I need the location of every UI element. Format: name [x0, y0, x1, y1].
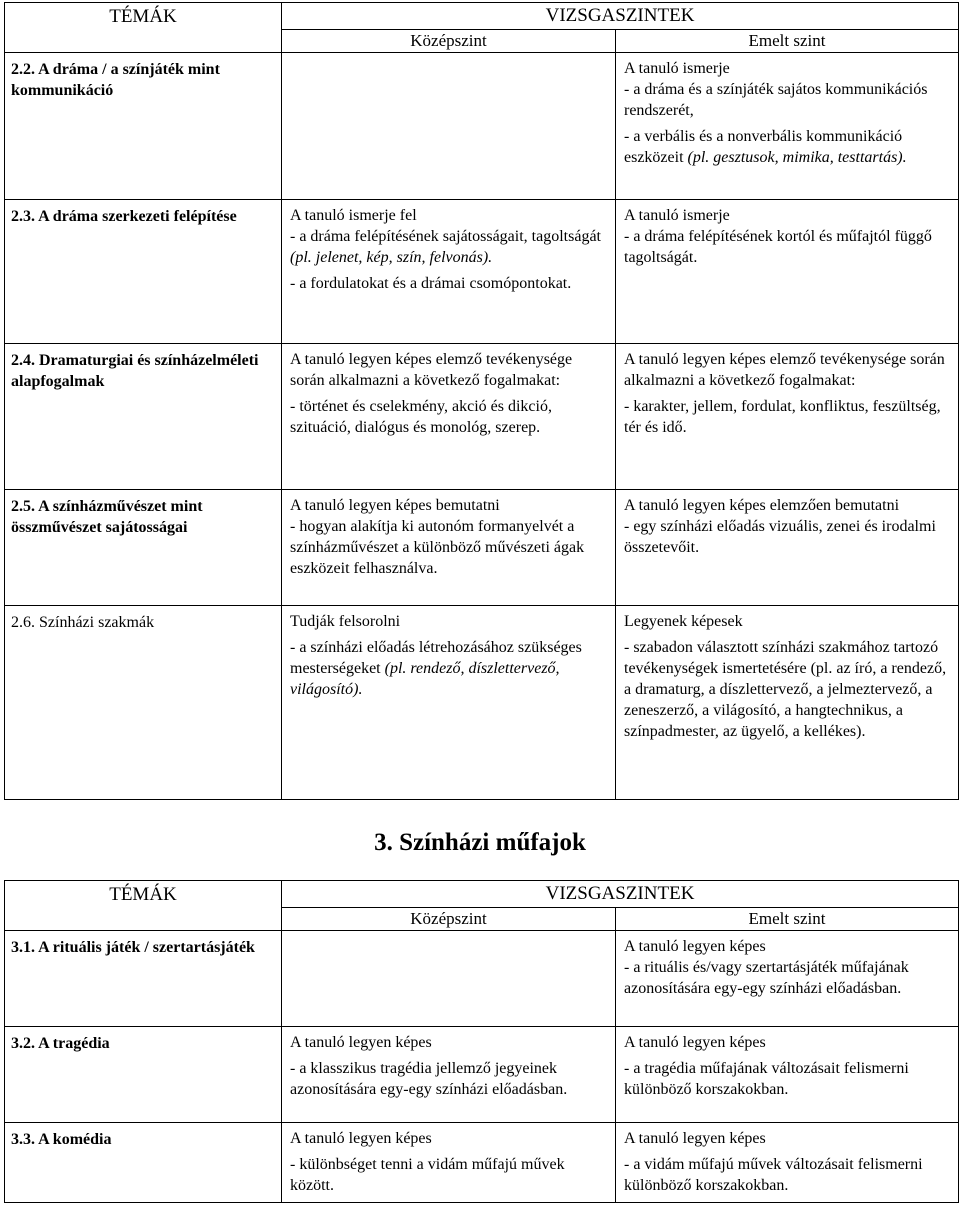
- requirement-text: - a dráma felépítésének kortól és műfajtól függő tagoltságát.: [624, 228, 932, 266]
- requirement-text: A tanuló legyen képes elemző tevékenysége során alkalmazni a következő fogalmakat:: [624, 351, 945, 389]
- section-title: 3. Színházi műfajok: [374, 829, 586, 856]
- requirement-text: - a klasszikus tragédia jellemző jegyeinek azonosítására egy-egy színházi előadásban.: [290, 1060, 568, 1098]
- topic-cell: 2.5. A színházművészet mint összművészet sajátosságai: [5, 490, 282, 606]
- table-row: [5, 344, 959, 490]
- requirement-text: - a színházi előadás létrehozásához szükséges mesterségeket (pl. rendező, díszlettervező, világosító).: [290, 639, 582, 698]
- topic-cell: 2.4. Dramaturgiai és színházelméleti alapfogalmak: [5, 344, 282, 490]
- topic-cell: 2.2. A dráma / a színjáték mint kommunikáció: [5, 53, 282, 200]
- requirement-text: - a rituális és/vagy szertartásjáték műfajának azonosítására egy-egy színházi előadásban.: [624, 959, 909, 997]
- topic-cell: 2.3. A dráma szerkezeti felépítése: [5, 200, 282, 344]
- example-text: (pl. rendező, díszlettervező, világosító).: [290, 660, 560, 698]
- topic-cell: 3.1. A rituális játék / szertartásjáték: [5, 931, 282, 1027]
- high-level-cell: [616, 1123, 959, 1203]
- exam-requirements-table-2: [4, 2, 959, 800]
- requirement-text: - a dráma és a színjáték sajátos kommunikációs rendszerét,: [624, 81, 928, 119]
- exam-levels-header: VIZSGASZINTEK: [282, 3, 959, 30]
- requirement-text: Legyenek képesek: [624, 613, 743, 630]
- requirement-text: - szabadon választott színházi szakmához tartozó tevékenységek ismertetésére (pl. az író, a rendező, a dramaturg, a díszlettervező, a jelmeztervező, a zeneszerző, a világosító, a hangtechnikus, a színpadmester, az ügyelő, a kellékes).: [624, 639, 947, 740]
- requirement-text: A tanuló legyen képes: [290, 1034, 432, 1051]
- mid-level-cell: [282, 200, 616, 344]
- topic-cell: 3.3. A komédia: [5, 1123, 282, 1203]
- requirement-text: - a tragédia műfajának változásait felismerni különböző korszakokban.: [624, 1060, 909, 1098]
- requirement-text: A tanuló legyen képes: [624, 1130, 766, 1147]
- exam-levels-header: VIZSGASZINTEK: [282, 881, 959, 908]
- requirement-text: A tanuló legyen képes bemutatni: [290, 497, 500, 514]
- high-level-cell: [616, 344, 959, 490]
- mid-level-cell: [282, 931, 616, 1027]
- requirement-text: - karakter, jellem, fordulat, konfliktus, feszültség, tér és idő.: [624, 398, 941, 436]
- topics-header: TÉMÁK: [5, 3, 282, 53]
- table-row: [5, 931, 959, 1027]
- table-row: [5, 1027, 959, 1123]
- table-row: [5, 200, 959, 344]
- high-level-header: Emelt szint: [616, 908, 959, 931]
- requirement-text: - a dráma felépítésének sajátosságait, tagoltságát (pl. jelenet, kép, szín, felvonás).: [290, 228, 601, 266]
- high-level-cell: [616, 200, 959, 344]
- example-text: (pl. gesztusok, mimika, testtartás).: [687, 149, 907, 166]
- mid-level-header: Középszint: [282, 30, 616, 53]
- requirement-text: A tanuló legyen képes elemzően bemutatni: [624, 497, 900, 514]
- high-level-cell: [616, 490, 959, 606]
- topic-cell: 2.6. Színházi szakmák: [5, 606, 282, 800]
- mid-level-header: Középszint: [282, 908, 616, 931]
- table-row: [5, 1123, 959, 1203]
- mid-level-cell: [282, 1027, 616, 1123]
- requirement-text: Tudják felsorolni: [290, 613, 401, 630]
- requirement-text: A tanuló legyen képes elemző tevékenysége során alkalmazni a következő fogalmakat:: [290, 351, 573, 389]
- requirement-text: - történet és cselekmény, akció és dikció, szituáció, dialógus és monológ, szerep.: [290, 398, 552, 436]
- topic-cell: 3.2. A tragédia: [5, 1027, 282, 1123]
- high-level-header: Emelt szint: [616, 30, 959, 53]
- exam-requirements-table-3: [4, 880, 959, 1203]
- high-level-cell: [616, 1027, 959, 1123]
- requirement-text: A tanuló legyen képes: [624, 1034, 766, 1051]
- requirement-text: - hogyan alakítja ki autonóm formanyelvét a színházművészet a különböző művészeti ágak eszközeit felhasználva.: [290, 518, 585, 577]
- requirement-text: - különbséget tenni a vidám műfajú művek között.: [290, 1156, 565, 1194]
- mid-level-cell: [282, 490, 616, 606]
- requirement-text: A tanuló ismerje: [624, 60, 730, 77]
- requirement-text: - a vidám műfajú művek változásait felismerni különböző korszakokban.: [624, 1156, 923, 1194]
- high-level-cell: [616, 606, 959, 800]
- requirement-text: - a fordulatokat és a drámai csomópontokat.: [290, 275, 572, 292]
- mid-level-cell: [282, 1123, 616, 1203]
- example-text: (pl. jelenet, kép, szín, felvonás).: [290, 249, 493, 266]
- high-level-cell: [616, 53, 959, 200]
- requirement-text: A tanuló legyen képes: [624, 938, 766, 955]
- high-level-cell: [616, 931, 959, 1027]
- mid-level-cell: [282, 53, 616, 200]
- table-row: [5, 490, 959, 606]
- topics-header: TÉMÁK: [5, 881, 282, 931]
- requirement-text: A tanuló legyen képes: [290, 1130, 432, 1147]
- mid-level-cell: [282, 606, 616, 800]
- table-row: [5, 53, 959, 200]
- requirement-text: - egy színházi előadás vizuális, zenei és irodalmi összetevőit.: [624, 518, 936, 556]
- requirement-text: A tanuló ismerje fel: [290, 207, 417, 224]
- requirement-text: A tanuló ismerje: [624, 207, 730, 224]
- requirement-text: - a verbális és a nonverbális kommunikáció eszközeit (pl. gesztusok, mimika, testtartás).: [624, 128, 907, 166]
- table-row: [5, 606, 959, 800]
- mid-level-cell: [282, 344, 616, 490]
